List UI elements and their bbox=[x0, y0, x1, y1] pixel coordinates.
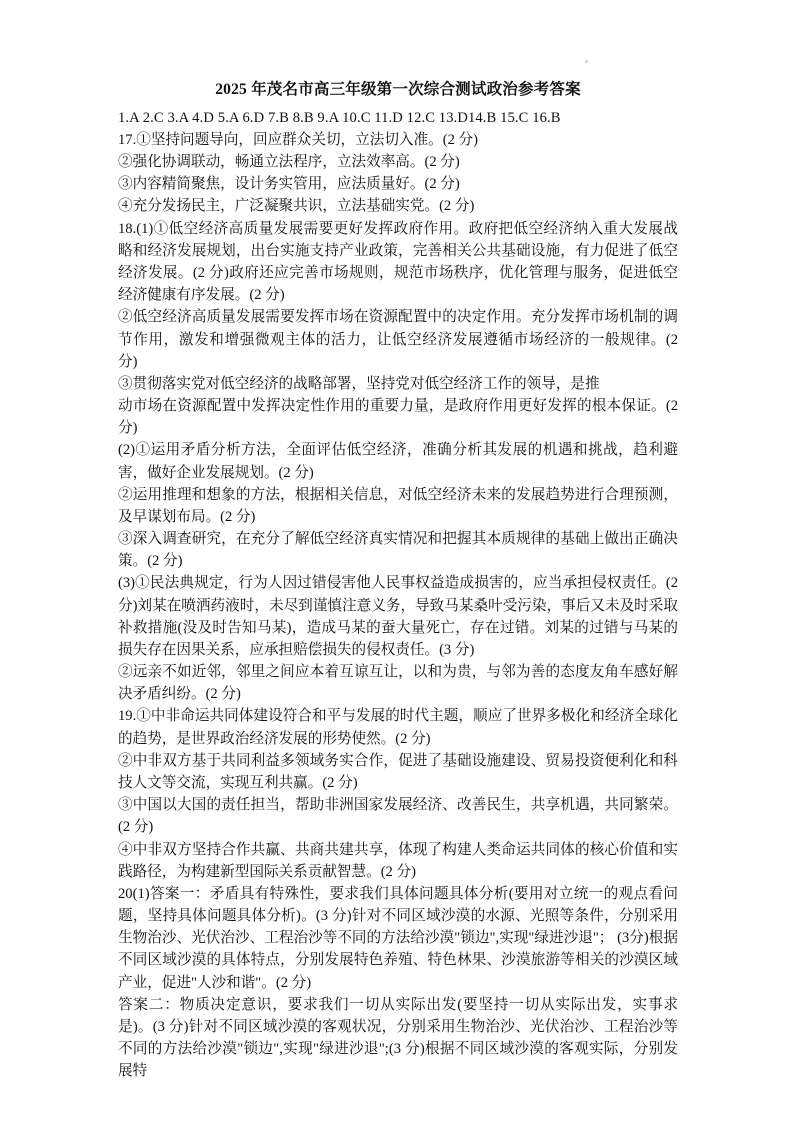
answer-line: 19.①中非命运共同体建设符合和平与发展的时代主题，顺应了世界多极化和经济全球化的趋势，是世界政治经济发展的形势使然。(2 分) bbox=[118, 708, 678, 747]
objective-answer-key: 1.A 2.C 3.A 4.D 5.A 6.D 7.B 8.B 9.A 10.C 11.D 12.C 13.D14.B 15.C 16.B bbox=[118, 110, 561, 127]
answer-line: ④中非双方坚持合作共赢、共商共建共享，体现了构建人类命运共同体的核心价值和实践路径，为构建新型国际关系贡献智慧。(2 分) bbox=[118, 841, 678, 880]
answer-line: ③贯彻落实党对低空经济的战略部署，坚持党对低空经济工作的领导，是推 bbox=[118, 375, 600, 392]
answer-line: ②运用推理和想象的方法，根据相关信息，对低空经济未来的发展趋势进行合理预测，及早谋划布局。(2 分) bbox=[118, 486, 678, 525]
answer-line: ③内容精简聚焦，设计务实管用，应法质量好。(2 分) bbox=[118, 175, 460, 192]
answer-block-17 bbox=[118, 130, 678, 218]
answer-line: 17.①坚持问题导向，回应群众关切，立法切入准。(2 分) bbox=[118, 132, 478, 149]
answer-line: ②低空经济高质量发展需要发挥市场在资源配置中的决定作用。充分发挥市场机制的调节作用，激发和增强微观主体的活力，让低空经济发展遵循市场经济的一般规律。(2 分) bbox=[118, 309, 678, 370]
answer-line: ②远亲不如近邻，邻里之间应本着互谅互让，以和为贵，与邻为善的态度友角车感好解决矛盾纠纷。(2 分) bbox=[118, 664, 678, 703]
answer-line: 18.(1)①低空经济高质量发展需要更好发挥政府作用。政府把低空经济纳入重大发展战略和经济发展规划，出台实施支持产业政策，完善相关公共基础设施，有力促进了低空经济发展。(2 分)政府还应完善市场规则，规范市场秩序，优化管理与服务，促进低空经济健康有序发展。(2 分) bbox=[118, 220, 678, 304]
answer-block-18 bbox=[118, 218, 678, 706]
answer-line: ③中国以大国的责任担当，帮助非洲国家发展经济、改善民生，共享机遇，共同繁荣。(2 分) bbox=[118, 797, 678, 836]
answer-line: ③深入调查研究，在充分了解低空经济真实情况和把握其本质规律的基础上做出正确决策。(2 分) bbox=[118, 531, 678, 570]
answer-line: (3)①民法典规定，行为人因过错侵害他人民事权益造成损害的，应当承担侵权责任。(2 分)刘某在喷洒药液时，未尽到谨慎注意义务，导致马某桑叶受污染，事后又未及时采取补救措施(没及时告知马某)，造成马某的蚕大量死亡，存在过错。刘某的过错与马某的损失存在因果关系，应承担赔偿损失的侵权责任。(3 分) bbox=[118, 575, 678, 658]
answer-line: (2)①运用矛盾分析方法，全面评估低空经济，准确分析其发展的机遇和挑战，趋利避害，做好企业发展规划。(2 分) bbox=[118, 442, 678, 481]
page-artifact-dot bbox=[585, 60, 588, 63]
answer-block-19 bbox=[118, 705, 678, 882]
answer-line: 答案二：物质决定意识，要求我们一切从实际出发(要坚持一切从实际出发，实事求是)。(3 分)针对不同区域沙漠的客观状况，分别采用生物治沙、光伏治沙、工程治沙等不同的方法给沙漠"锁边",实现"绿进沙退";(3 分)根据不同区域沙漠的客观实际，分别发展特 bbox=[118, 996, 678, 1080]
answer-block-20 bbox=[118, 883, 678, 1083]
document-body bbox=[118, 78, 678, 1082]
answer-line: 动市场在资源配置中发挥决定性作用的重要力量，是政府作用更好发挥的根本保证。(2 分) bbox=[118, 398, 678, 437]
answer-line: ②中非双方基于共同利益多领域务实合作，促进了基础设施建设、贸易投资便利化和科技人文等交流，实现互利共赢。(2 分) bbox=[118, 752, 678, 791]
answer-line: ④充分发扬民主，广泛凝聚共识，立法基础实党。(2 分) bbox=[118, 197, 475, 214]
answer-line: ②强化协调联动，畅通立法程序，立法效率高。(2 分) bbox=[118, 154, 460, 171]
answer-line: 20(1)答案一：矛盾具有特殊性，要求我们具体问题具体分析(要用对立统一的观点看问题，坚持具体问题具体分析)。(3 分)针对不同区域沙漠的水源、光照等条件，分别采用生物治沙、光伏治沙、工程治沙等不同的方法给沙漠"锁边",实现"绿进沙退"； (3分)根据不同区域沙漠的具体特点，分别发展特色养殖、特色林果、沙漠旅游等相关的沙漠区域产业，促进"人沙和谐"。(2 分) bbox=[118, 885, 678, 991]
page-title: 2025 年茂名市高三年级第一次综合测试政治参考答案 bbox=[215, 81, 581, 98]
